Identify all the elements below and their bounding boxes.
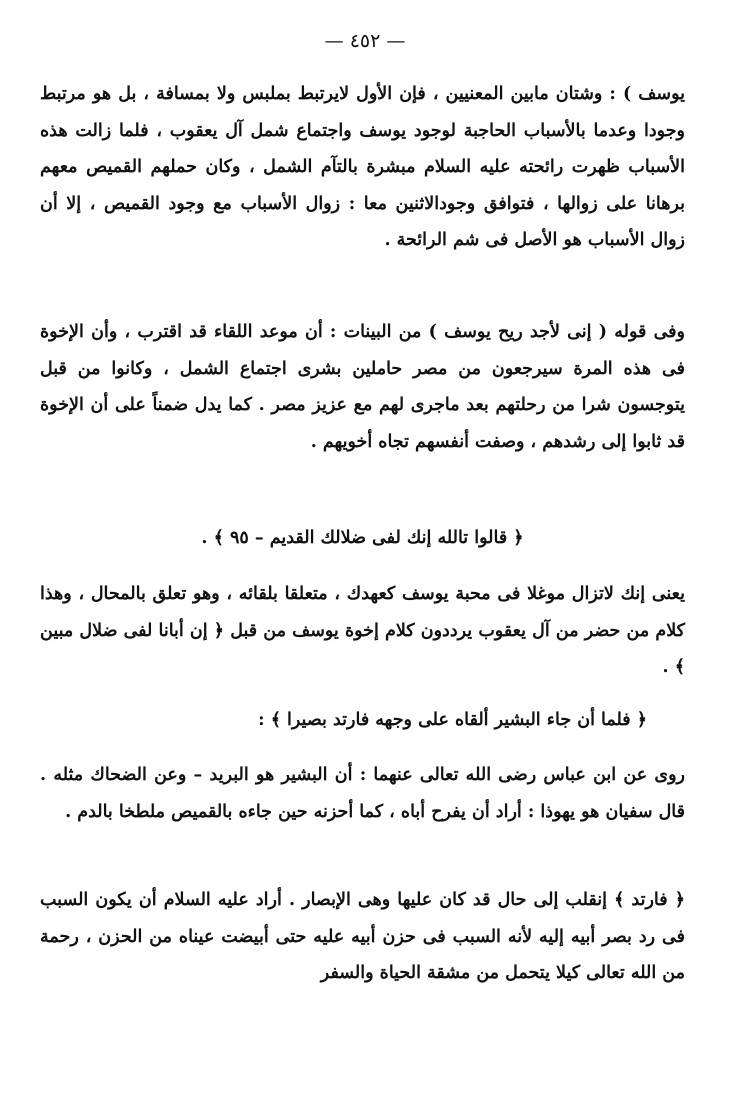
quran-verse-1: ﴿ قالوا تالله إنك لفى ضلالك القديم – ٩٥ ﴾ . [201,528,524,548]
quran-verse-2: ﴿ فلما أن جاء البشير ألقاه على وجهه فارتد بصيرا ﴾ : [258,710,647,730]
paragraph-4: روى عن ابن عباس رضى الله تعالى عنهما : أن البشير هو البريد – وعن الضحاك مثله . قال سفيان هو يهوذا : أراد أن يفرح أباه ، كما أحزنه حين جاءه بالقميص ملطخا بالدم . [40,765,685,822]
paragraph-3: يعنى إنك لاتزال موغلا فى محبة يوسف كعهدك ، متعلقا بلقائه ، وهو تعلق بالمحال ، وهذا كلام من حضر من آل يعقوب يرددون كلام إخوة يوسف من قبل ﴿ إن أبانا لفى ضلال مبين ﴾ . [40,584,685,677]
page-number: — ٤٥٢ — [324,30,406,52]
paragraph-2: وفى قوله ( إنى لأجد ريح يوسف ) من البينات : أن موعد اللقاء قد اقترب ، وأن الإخوة فى هذه المرة سيرجعون من مصر حاملين بشرى اجتماع الشمل ، وكانوا من قبل يتوجسون شرا من رحلتهم بعد ماجرى لهم مع عزيز مصر . كما يدل ضمناً على أن الإخوة قد ثابوا إلى رشدهم ، وصفت أنفسهم تجاه أخويهم . [40,322,685,452]
paragraph-1: يوسف ) : وشتان مابين المعنيين ، فإن الأول لايرتبط بملبس ولا بمسافة ، بل هو مرتبط وجودا وعدما بالأسباب الحاجبة لوجود يوسف واجتماع شمل آل يعقوب ، فلما زالت هذه الأسباب ظهرت رائحته عليه السلام مبشرة بالتآم الشمل ، وكان حملهم القميص معهم برهانا على زوالها ، فتوافق وجودالاثنين معا : زوال الأسباب مع وجود القميص ، إلا أن زوال الأسباب هو الأصل فى شم الرائحة . [40,84,685,250]
paragraph-5: ﴿ فارتد ﴾ إنقلب إلى حال قد كان عليها وهى الإبصار . أراد عليه السلام أن يكون السبب فى رد بصر أبيه إليه لأنه السبب فى حزن أبيه عليه حتى أبيضت عيناه من الحزن ، رحمة من الله تعالى كيلا يتحمل من مشقة الحياة والسفر [40,890,685,983]
